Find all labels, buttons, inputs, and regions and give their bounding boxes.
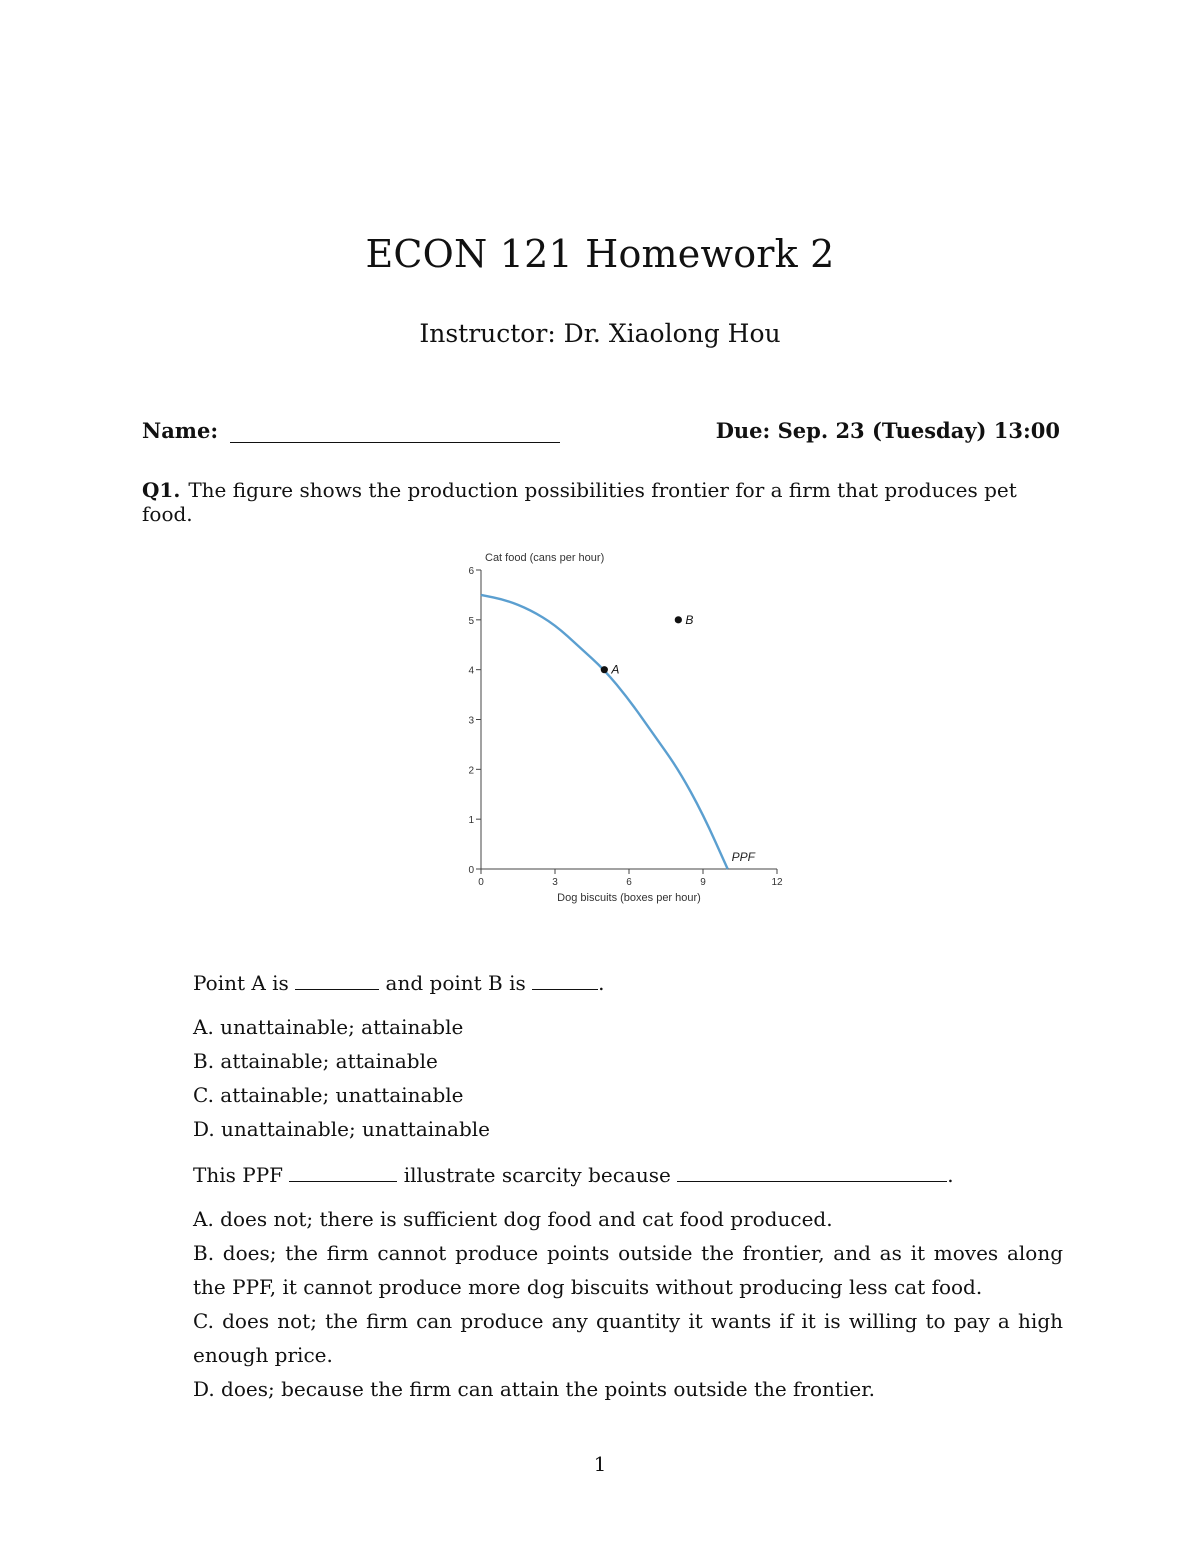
name-field (142, 418, 560, 443)
point-a-marker (601, 666, 608, 673)
part-1-option-a: A. unattainable; attainable (193, 1015, 464, 1039)
ppf-curve (481, 595, 728, 869)
y-tick-label: 0 (468, 865, 474, 876)
name-label: Name: (142, 418, 219, 443)
y-axis-label: Cat food (cans per hour) (485, 552, 605, 564)
instructor-line: Instructor: Dr. Xiaolong Hou (419, 319, 781, 348)
point-a-label: A (611, 662, 620, 677)
part-2-blank-2 (677, 1165, 947, 1182)
part-1-blank-1 (295, 973, 379, 990)
part-1 (193, 966, 1063, 1146)
y-tick-label: 4 (468, 665, 474, 677)
y-tick-label: 6 (468, 566, 474, 577)
part-1-option-b: B. attainable; attainable (193, 1049, 438, 1073)
part-2-prompt-a: This PPF (193, 1163, 284, 1187)
x-tick-label: 12 (771, 877, 783, 888)
ppf-chart (440, 540, 800, 910)
part-1-prompt-a: Point A is (193, 971, 289, 995)
part-1-option-c: C. attainable; unattainable (193, 1083, 464, 1107)
x-tick-label: 9 (700, 877, 706, 888)
series-label-ppf: PPF (731, 850, 756, 864)
part-1-blank-2 (532, 973, 598, 990)
part-2-prompt-end: . (947, 1163, 954, 1187)
part-2-option-d: D. does; because the firm can attain the points outside the frontier. (193, 1377, 875, 1401)
x-axis-label: Dog biscuits (boxes per hour) (557, 892, 701, 904)
y-tick-label: 2 (468, 765, 474, 777)
x-tick-label: 0 (478, 877, 484, 888)
x-tick-label: 6 (626, 877, 632, 888)
y-tick-label: 5 (468, 615, 474, 627)
page-number: 1 (593, 1452, 607, 1476)
document-title: ECON 121 Homework 2 (365, 232, 835, 276)
question-1 (142, 478, 1062, 526)
y-tick-label: 1 (468, 815, 474, 827)
due-date: Due: Sep. 23 (Tuesday) 13:00 (715, 418, 1060, 443)
question-number: Q1. (142, 478, 181, 502)
question-text: The figure shows the production possibilities frontier for a firm that produces pet food. (142, 478, 1017, 526)
part-1-prompt (193, 966, 1063, 1000)
x-tick-label: 3 (552, 877, 558, 888)
part-2-option-a: A. does not; there is sufficient dog food and cat food produced. (193, 1207, 833, 1231)
y-tick-label: 3 (468, 715, 474, 727)
part-2 (193, 1158, 1063, 1406)
part-2-option-b: B. does; the firm cannot produce points outside the frontier, and as it moves along the PPF, it cannot produce more dog biscuits without producing less cat food. (193, 1241, 1063, 1299)
part-2-prompt (193, 1158, 1063, 1192)
part-1-prompt-end: . (598, 971, 605, 995)
part-1-prompt-b: and point B is (385, 971, 526, 995)
name-blank-line[interactable] (230, 420, 560, 443)
part-2-prompt-b: illustrate scarcity because (403, 1163, 671, 1187)
point-b-label: B (685, 612, 694, 627)
part-2-blank-1 (289, 1165, 397, 1182)
point-b-marker (675, 616, 682, 623)
part-1-option-d: D. unattainable; unattainable (193, 1117, 490, 1141)
part-2-option-c: C. does not; the firm can produce any quantity it wants if it is willing to pay a high enough price. (193, 1309, 1063, 1367)
